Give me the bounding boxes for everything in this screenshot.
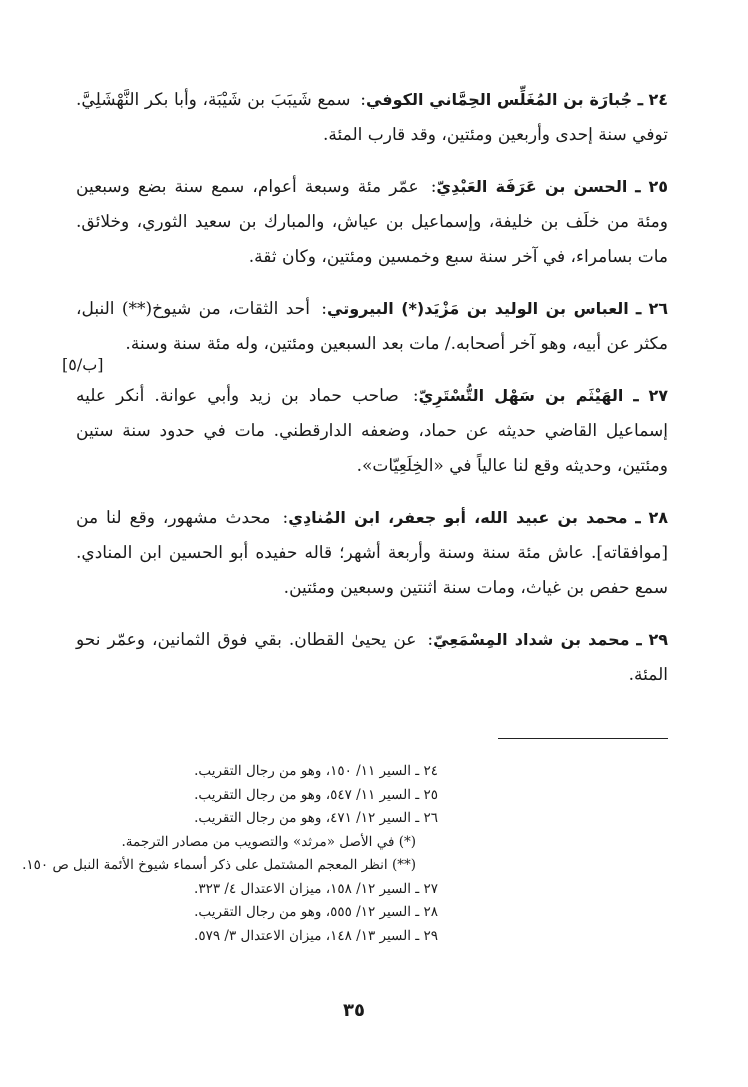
footnote-item: (**) انظر المعجم المشتمل على ذكر أسماء شيوخ الأئمة النبل ص ١٥٠. [22, 857, 416, 873]
entry-dash: ـ [636, 299, 642, 319]
entry-paragraph [76, 500, 668, 606]
biography-entry [76, 291, 668, 362]
footnote-item: ٢٧ ـ السير ١٢/ ١٥٨، ميزان الاعتدال ٤/ ٣٢٣. [194, 880, 438, 897]
biography-entry [76, 622, 668, 693]
entry-text: عن يحيىٰ القطان. بقي فوق الثمانين، وعمّر نحو المئة. [76, 630, 668, 685]
entry-number: ٢٥ [648, 177, 669, 196]
entry-number: ٢٧ [648, 386, 669, 405]
entry-name: محمد بن شداد المِسْمَعِيّ [433, 630, 630, 649]
entry-number: ٢٦ [648, 299, 668, 318]
page-number: ٣٥ [343, 1000, 365, 1021]
entry-name: جُبارَة بن المُغَلِّس الحِمَّاني الكوفي [365, 90, 633, 109]
entry-dash: ـ [635, 508, 641, 528]
entry-paragraph [76, 378, 668, 484]
entry-text: عمّر مئة وسبعة أعوام، سمع سنة بضع وسبعين ومئة من خلَف بن خليفة، وإسماعيل بن عياش، والمبارك بن سعيد الثوري، وخلائق. مات بسامراء، في آخر سنة سبع وخمسين ومئتين، وكان ثقة. [76, 177, 668, 267]
entry-colon: : [430, 177, 437, 197]
entry-name: العباس بن الوليد بن مَزْيَد(*) البيروتي [327, 299, 629, 318]
footnote-item: ٢٩ ـ السير ١٣/ ١٤٨، ميزان الاعتدال ٣/ ٥٧٩. [194, 927, 438, 944]
entry-colon: : [321, 299, 328, 319]
manuscript-folio-note: [٥/ب] [62, 355, 104, 374]
entry-name: محمد بن عبيد الله، أبو جعفر، ابن المُنادِي [288, 508, 628, 527]
entry-dash: ـ [636, 630, 642, 650]
footnote-item: (*) في الأصل «مرثد» والتصويب من مصادر الترجمة. [121, 833, 416, 850]
biography-entry [76, 500, 668, 606]
entry-colon: : [427, 630, 434, 650]
entry-text: صاحب حماد بن زيد وأبي عوانة. أنكر عليه إسماعيل القاضي حديثه عن حماد، وضعفه الدارقطني. مات في حدود سنة ستين ومئتين، وحديثه وقع لنا عالياً في «الخِلَعِيّات». [76, 386, 668, 476]
entry-number: ٢٤ [648, 90, 669, 109]
entry-paragraph [76, 169, 668, 275]
entry-text: محدث مشهور، وقع لنا من [موافقاته]. عاش مئة سنة وسنة وأربعة أشهر؛ قاله حفيده أبو الحسين ابن المنادي. سمع حفص بن غياث، ومات سنة اثنتين وسبعين ومئتين. [76, 508, 668, 598]
entry-paragraph [76, 622, 668, 693]
footnote-item: ٢٤ ـ السير ١١/ ١٥٠، وهو من رجال التقريب. [194, 763, 438, 779]
footnote-divider [498, 738, 668, 739]
footnote-item: ٢٨ ـ السير ١٢/ ٥٥٥، وهو من رجال التقريب. [194, 904, 438, 920]
entry-colon: : [412, 386, 419, 406]
entry-name: الهَيْثَم بن سَهْل التُّسْتَرِيّ [418, 386, 624, 405]
entry-dash: ـ [633, 386, 639, 406]
entry-dash: ـ [635, 177, 641, 197]
footnotes [18, 760, 438, 948]
entry-number: ٢٨ [648, 508, 669, 527]
entry-paragraph [76, 291, 668, 362]
footnote-item: ٢٦ ـ السير ١٢/ ٤٧١، وهو من رجال التقريب. [194, 810, 438, 826]
biography-entry [76, 82, 668, 153]
entry-paragraph [76, 82, 668, 153]
footnote-item: ٢٥ ـ السير ١١/ ٥٤٧، وهو من رجال التقريب. [194, 786, 438, 803]
biography-entry [76, 169, 668, 275]
entry-name: الحسن بن عَرَفَة العَبْدِيّ [436, 177, 628, 196]
biography-entry [76, 378, 668, 484]
entry-number: ٢٩ [648, 630, 669, 649]
entry-text: سمع شَيبَبَ بن شَيْبَة، وأبا بكر النَّهْشَلِيَّ. توفي سنة إحدى وأربعين ومئتين، وقد قارب المئة. [76, 90, 668, 145]
entry-colon: : [360, 90, 366, 110]
entry-colon: : [282, 508, 289, 528]
biography-entries [76, 82, 668, 709]
entry-dash: ـ [637, 90, 643, 110]
entry-text: أحد الثقات، من شيوخ(**) النبل، مكثر عن أبيه، وهو آخر أصحابه./ مات بعد السبعين ومئتين، وله مئة سنة وسنة. [76, 299, 668, 354]
